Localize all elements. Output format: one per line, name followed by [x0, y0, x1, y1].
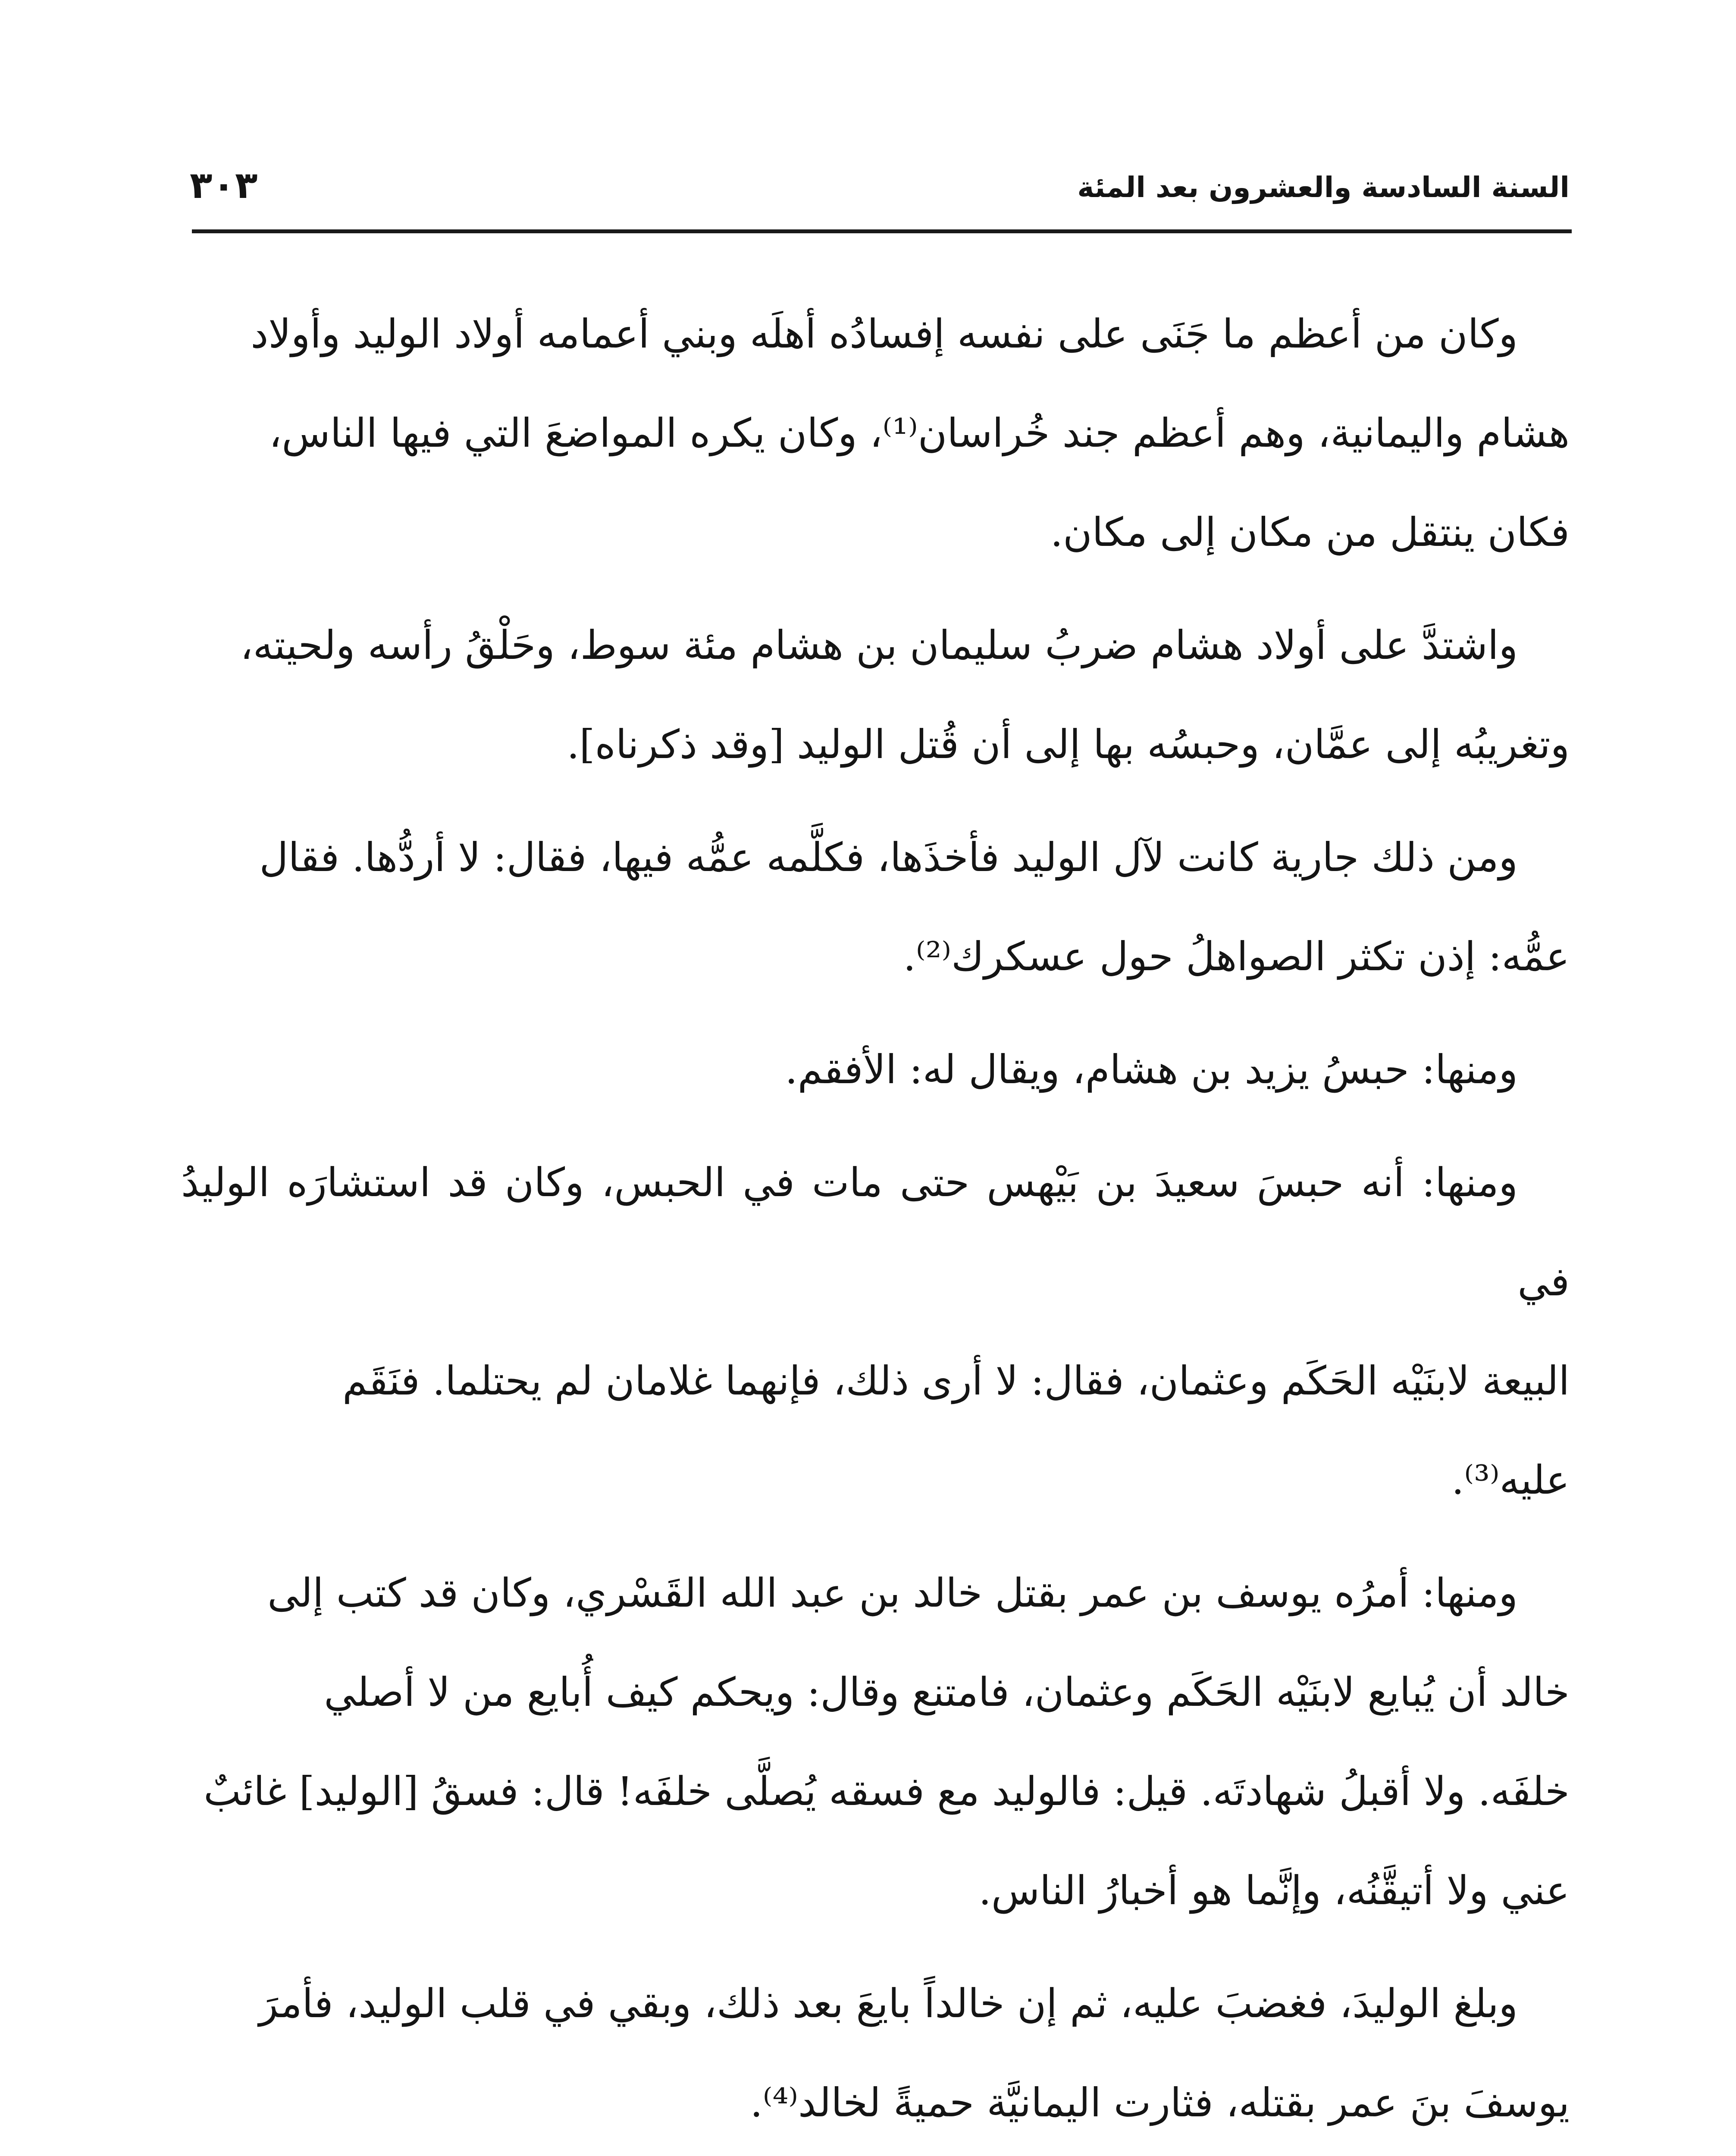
paragraph-1: وكان من أعظم ما جَنَى على نفسه إفسادُه أهلَه وبني أعمامه أولاد الوليد وأولاد هشام واليمانية، وهم أعظم جند خُراسان⁽¹⁾، وكان يكره المواضعَ التي فيها الناس، فكان ينتقل من مكان إلى مكان. [251, 311, 1570, 555]
paragraph-4: ومنها: حبسُ يزيد بن هشام، ويقال له: الأفقم. [785, 1047, 1518, 1093]
paragraph-2: واشتدَّ على أولاد هشام ضربُ سليمان بن هشام مئة سوط، وحَلْقُ رأسه ولحيته، وتغريبُه إلى عمَّان، وحبسُه بها إلى أن قُتل الوليد [وقد ذكرناه]. [240, 622, 1570, 768]
paragraph-5: ومنها: أنه حبسَ سعيدَ بن بَيْهس حتى مات في الحبس، وكان قد استشارَه الوليدُ في البيعة لابنَيْه الحَكَم وعثمان، فقال: لا أرى ذلك، فإنهما غلامان لم يحتلما. فنَقَم عليه⁽³⁾. [181, 1159, 1570, 1503]
main-text [181, 285, 1570, 2130]
chapter-title: السنة السادسة والعشرون بعد المئة [1077, 171, 1570, 204]
running-header [190, 160, 1570, 224]
paragraph-3: ومن ذلك جارية كانت لآل الوليد فأخذَها، فكلَّمه عمُّه فيها، فقال: لا أردُّها. فقال عمُّه: إذن تكثر الصواهلُ حول عسكرك⁽²⁾. [259, 834, 1570, 980]
paragraph-6: ومنها: أمرُه يوسف بن عمر بقتل خالد بن عبد الله القَسْري، وكان قد كتب إلى خالد أن يُبايع لابنَيْه الحَكَم وعثمان، فامتنع وقال: ويحكم كيف أُبايع من لا أصلي خلفَه. ولا أقبلُ شهادتَه. قيل: فالوليد مع فسقه يُصلَّى خلفَه! قال: فسقُ [الوليد] غائبٌ عني ولا أتيقَّنُه، وإنَّما هو أخبارُ الناس. [204, 1570, 1570, 1914]
page-number: ٣٠٣ [190, 164, 258, 207]
paragraph-7: وبلغ الوليدَ، فغضبَ عليه، ثم إن خالداً بايعَ بعد ذلك، وبقي في قلب الوليد، فأمرَ يوسفَ بنَ عمر بقتله، فثارت اليمانيَّة حميةً لخالد⁽⁴⁾. [259, 1981, 1570, 2126]
header-divider [192, 229, 1572, 233]
